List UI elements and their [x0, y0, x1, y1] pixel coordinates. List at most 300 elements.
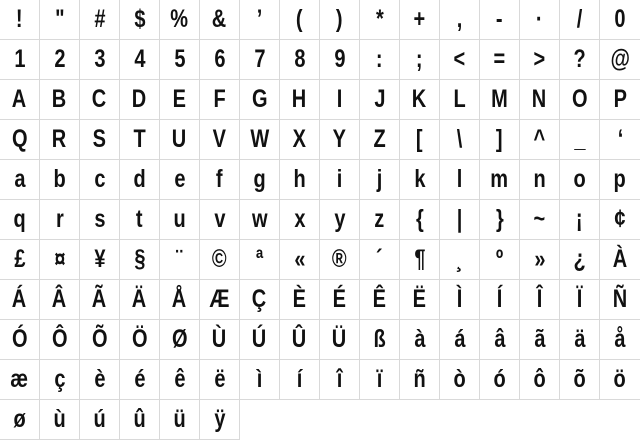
glyph-character: k	[413, 165, 426, 193]
glyph-character: E	[172, 85, 187, 113]
glyph-character: è	[93, 365, 106, 393]
glyph-character: ®	[332, 245, 347, 273]
glyph-character: v	[213, 205, 226, 233]
glyph-character: Ç	[252, 285, 267, 313]
glyph-character: U	[172, 125, 187, 153]
glyph-character: F	[213, 85, 226, 113]
glyph-character: «	[293, 245, 306, 273]
glyph-cell	[40, 240, 80, 280]
glyph-character: L	[453, 85, 466, 113]
glyph-character: ^	[533, 125, 546, 153]
glyph-character: )	[336, 5, 343, 33]
glyph-character: Q	[11, 125, 28, 153]
glyph-cell	[0, 0, 40, 40]
glyph-character: ,	[456, 5, 463, 33]
glyph-cell-empty	[440, 400, 480, 440]
glyph-cell-empty	[480, 400, 520, 440]
glyph-character: º	[495, 245, 504, 273]
glyph-character: Z	[373, 125, 386, 153]
glyph-character: 8	[293, 45, 306, 73]
glyph-character: ¸	[456, 245, 463, 273]
glyph-character: Y	[332, 125, 347, 153]
glyph-cell	[480, 240, 520, 280]
glyph-cell	[560, 0, 600, 40]
glyph-character: o	[573, 165, 586, 193]
glyph-cell	[520, 200, 560, 240]
glyph-cell	[280, 120, 320, 160]
glyph-character: l	[456, 165, 463, 193]
glyph-cell	[280, 40, 320, 80]
glyph-cell	[0, 320, 40, 360]
glyph-character: ;	[416, 45, 423, 73]
glyph-character: Æ	[209, 285, 230, 313]
glyph-character: Ë	[412, 285, 427, 313]
glyph-cell	[320, 200, 360, 240]
glyph-character: 0	[614, 5, 626, 33]
glyph-character: »	[533, 245, 546, 273]
glyph-character: q	[13, 205, 26, 233]
glyph-character: p	[613, 165, 627, 193]
glyph-character: Ï	[576, 285, 583, 313]
glyph-cell	[440, 160, 480, 200]
glyph-character: å	[614, 325, 626, 353]
glyph-cell	[0, 400, 40, 440]
glyph-character: |	[456, 205, 463, 233]
glyph-character: ó	[493, 365, 506, 393]
glyph-cell	[520, 280, 560, 320]
glyph-cell	[480, 160, 520, 200]
glyph-character: R	[52, 125, 67, 153]
glyph-cell	[40, 0, 80, 40]
glyph-cell	[440, 240, 480, 280]
glyph-cell	[40, 280, 80, 320]
glyph-character: r	[55, 205, 64, 233]
glyph-cell	[480, 120, 520, 160]
glyph-character: T	[133, 125, 146, 153]
glyph-cell	[160, 200, 200, 240]
glyph-cell	[40, 120, 80, 160]
glyph-cell	[480, 320, 520, 360]
glyph-cell	[120, 320, 160, 360]
glyph-character: =	[493, 45, 506, 73]
glyph-character: g	[253, 165, 266, 193]
glyph-cell	[440, 320, 480, 360]
glyph-cell-empty	[320, 400, 360, 440]
glyph-character: ¤	[53, 245, 66, 273]
glyph-cell	[400, 320, 440, 360]
glyph-cell	[520, 0, 560, 40]
glyph-cell	[80, 400, 120, 440]
glyph-cell	[120, 360, 160, 400]
glyph-character: Ü	[332, 325, 347, 353]
glyph-character: ß	[373, 325, 386, 353]
glyph-cell	[560, 320, 600, 360]
glyph-character: s	[93, 205, 106, 233]
glyph-cell	[520, 320, 560, 360]
glyph-character: ä	[573, 325, 586, 353]
glyph-cell	[280, 80, 320, 120]
glyph-character: û	[133, 405, 146, 433]
glyph-character: w	[251, 205, 268, 233]
glyph-cell	[40, 200, 80, 240]
glyph-character: A	[12, 85, 27, 113]
glyph-cell	[560, 120, 600, 160]
glyph-character: ‘	[617, 125, 623, 153]
glyph-character: G	[251, 85, 268, 113]
glyph-cell	[120, 80, 160, 120]
glyph-character: Ì	[456, 285, 463, 313]
glyph-character: z	[374, 205, 385, 233]
glyph-cell	[360, 320, 400, 360]
glyph-character: 1	[13, 45, 26, 73]
glyph-character: Í	[496, 285, 503, 313]
glyph-character: ù	[53, 405, 66, 433]
glyph-cell	[440, 0, 480, 40]
glyph-cell	[480, 40, 520, 80]
glyph-character: N	[532, 85, 547, 113]
glyph-cell	[40, 360, 80, 400]
glyph-cell	[200, 240, 240, 280]
glyph-cell	[200, 0, 240, 40]
glyph-character: "	[54, 5, 65, 33]
glyph-character: x	[293, 205, 306, 233]
glyph-cell	[280, 280, 320, 320]
glyph-cell	[200, 320, 240, 360]
glyph-cell	[120, 160, 160, 200]
glyph-cell	[160, 40, 200, 80]
glyph-character: ç	[53, 365, 66, 393]
glyph-character: Ä	[132, 285, 147, 313]
glyph-cell	[560, 280, 600, 320]
glyph-cell	[480, 200, 520, 240]
glyph-character: Ã	[92, 285, 107, 313]
glyph-cell	[600, 120, 640, 160]
glyph-character: Ù	[212, 325, 227, 353]
glyph-cell	[400, 200, 440, 240]
glyph-cell	[0, 40, 40, 80]
glyph-cell	[240, 320, 280, 360]
glyph-character: t	[136, 205, 143, 233]
glyph-cell	[160, 0, 200, 40]
glyph-cell	[400, 240, 440, 280]
glyph-cell	[80, 240, 120, 280]
glyph-cell	[360, 80, 400, 120]
glyph-character: ~	[533, 205, 546, 233]
glyph-cell	[360, 40, 400, 80]
glyph-cell	[240, 120, 280, 160]
glyph-character: i	[336, 165, 343, 193]
glyph-character: J	[373, 85, 386, 113]
glyph-cell	[560, 80, 600, 120]
glyph-cell	[400, 360, 440, 400]
glyph-cell	[40, 320, 80, 360]
glyph-cell	[360, 200, 400, 240]
glyph-cell	[280, 360, 320, 400]
glyph-cell	[600, 200, 640, 240]
glyph-cell	[480, 80, 520, 120]
glyph-cell	[320, 160, 360, 200]
glyph-cell	[240, 360, 280, 400]
glyph-cell	[320, 0, 360, 40]
glyph-cell	[80, 40, 120, 80]
glyph-character: ë	[213, 365, 226, 393]
glyph-character: 6	[213, 45, 226, 73]
glyph-character: Ú	[252, 325, 267, 353]
glyph-character: 4	[133, 45, 146, 73]
glyph-character: W	[250, 125, 269, 153]
glyph-cell	[320, 80, 360, 120]
glyph-cell	[440, 200, 480, 240]
glyph-character: æ	[10, 365, 29, 393]
glyph-character: %	[170, 5, 189, 33]
glyph-cell	[280, 320, 320, 360]
glyph-character: ª	[255, 245, 264, 273]
glyph-cell	[520, 360, 560, 400]
glyph-cell	[600, 40, 640, 80]
glyph-character: H	[292, 85, 307, 113]
glyph-character: Ê	[372, 285, 387, 313]
glyph-cell	[120, 280, 160, 320]
glyph-character: (	[296, 5, 303, 33]
glyph-character: 7	[253, 45, 266, 73]
glyph-cell	[0, 160, 40, 200]
glyph-character: ô	[533, 365, 546, 393]
glyph-cell	[80, 360, 120, 400]
glyph-character: _	[573, 125, 586, 153]
glyph-cell	[160, 400, 200, 440]
glyph-cell-empty	[600, 400, 640, 440]
glyph-character: D	[132, 85, 147, 113]
glyph-character: n	[533, 165, 546, 193]
glyph-cell	[240, 200, 280, 240]
glyph-cell	[600, 240, 640, 280]
glyph-cell	[480, 0, 520, 40]
glyph-character: a	[13, 165, 26, 193]
glyph-character: ¿	[573, 245, 586, 273]
glyph-character: §	[133, 245, 146, 273]
glyph-cell	[520, 40, 560, 80]
glyph-character: &	[212, 5, 227, 33]
glyph-character: >	[533, 45, 546, 73]
glyph-cell	[600, 80, 640, 120]
glyph-cell	[200, 360, 240, 400]
glyph-cell	[80, 80, 120, 120]
glyph-cell	[120, 200, 160, 240]
glyph-character: £	[13, 245, 26, 273]
glyph-cell	[320, 120, 360, 160]
glyph-cell	[360, 360, 400, 400]
glyph-character: é	[133, 365, 146, 393]
glyph-cell	[200, 400, 240, 440]
glyph-character: \	[456, 125, 463, 153]
glyph-cell	[320, 40, 360, 80]
glyph-cell	[560, 240, 600, 280]
glyph-cell	[440, 280, 480, 320]
glyph-cell	[160, 280, 200, 320]
glyph-cell	[440, 360, 480, 400]
glyph-cell	[0, 280, 40, 320]
glyph-cell	[0, 240, 40, 280]
glyph-cell-empty	[560, 400, 600, 440]
glyph-cell	[240, 280, 280, 320]
glyph-cell	[200, 40, 240, 80]
glyph-cell	[520, 120, 560, 160]
glyph-character: C	[92, 85, 107, 113]
glyph-cell	[80, 0, 120, 40]
glyph-cell	[0, 80, 40, 120]
glyph-cell	[80, 120, 120, 160]
glyph-character: Â	[52, 285, 67, 313]
glyph-cell	[440, 80, 480, 120]
glyph-character: á	[453, 325, 466, 353]
glyph-character: ñ	[413, 365, 426, 393]
glyph-cell	[160, 80, 200, 120]
glyph-cell	[400, 40, 440, 80]
glyph-cell	[600, 320, 640, 360]
glyph-cell	[520, 240, 560, 280]
glyph-character: ü	[173, 405, 186, 433]
glyph-cell	[0, 360, 40, 400]
glyph-character: Î	[536, 285, 543, 313]
glyph-character: e	[173, 165, 186, 193]
glyph-character: @	[610, 45, 630, 73]
glyph-character: O	[571, 85, 588, 113]
glyph-character: Ö	[131, 325, 148, 353]
glyph-cell	[200, 200, 240, 240]
glyph-character: È	[292, 285, 307, 313]
glyph-character: Ô	[51, 325, 68, 353]
glyph-character: d	[133, 165, 146, 193]
glyph-character: ’	[256, 5, 263, 33]
glyph-cell	[80, 200, 120, 240]
glyph-character: ö	[613, 365, 627, 393]
glyph-cell-empty	[520, 400, 560, 440]
glyph-character: h	[293, 165, 306, 193]
glyph-cell	[320, 320, 360, 360]
glyph-character: ã	[533, 325, 546, 353]
glyph-character: Ø	[171, 325, 188, 353]
glyph-cell	[560, 40, 600, 80]
glyph-character: f	[216, 165, 223, 193]
glyph-cell	[400, 280, 440, 320]
glyph-cell	[320, 280, 360, 320]
glyph-character: y	[333, 205, 346, 233]
glyph-character: b	[53, 165, 66, 193]
glyph-character: ÿ	[213, 405, 226, 433]
glyph-cell	[120, 400, 160, 440]
glyph-character: ¨	[176, 245, 183, 273]
glyph-cell	[600, 160, 640, 200]
glyph-character: ¥	[93, 245, 106, 273]
glyph-cell	[200, 280, 240, 320]
glyph-cell	[120, 0, 160, 40]
glyph-cell	[240, 160, 280, 200]
glyph-cell	[280, 0, 320, 40]
glyph-cell	[600, 0, 640, 40]
glyph-character: X	[292, 125, 307, 153]
glyph-cell	[120, 40, 160, 80]
glyph-cell	[240, 80, 280, 120]
glyph-character: ú	[93, 405, 106, 433]
glyph-cell	[160, 120, 200, 160]
glyph-character: }	[495, 205, 504, 233]
glyph-cell	[160, 360, 200, 400]
glyph-character: S	[92, 125, 107, 153]
glyph-character: À	[612, 245, 628, 273]
glyph-character: <	[453, 45, 466, 73]
glyph-cell	[320, 240, 360, 280]
glyph-cell	[240, 240, 280, 280]
glyph-character: ¢	[614, 205, 626, 233]
glyph-character: !	[16, 5, 23, 33]
glyph-cell	[560, 360, 600, 400]
glyph-cell	[40, 80, 80, 120]
glyph-cell	[160, 320, 200, 360]
glyph-cell	[520, 160, 560, 200]
glyph-cell	[440, 120, 480, 160]
glyph-character: *	[375, 5, 384, 33]
glyph-character: u	[173, 205, 186, 233]
glyph-cell	[480, 280, 520, 320]
glyph-cell	[280, 160, 320, 200]
glyph-character: $	[133, 5, 146, 33]
glyph-character: ?	[573, 45, 586, 73]
glyph-character: ø	[13, 405, 26, 433]
glyph-cell	[120, 120, 160, 160]
glyph-cell-empty	[280, 400, 320, 440]
glyph-cell-empty	[360, 400, 400, 440]
glyph-character: à	[413, 325, 426, 353]
glyph-cell	[480, 360, 520, 400]
glyph-character: 2	[53, 45, 66, 73]
glyph-character: â	[493, 325, 506, 353]
glyph-character: ·	[536, 5, 543, 33]
glyph-cell	[240, 40, 280, 80]
glyph-cell	[200, 80, 240, 120]
glyph-character: [	[416, 125, 423, 153]
glyph-cell	[520, 80, 560, 120]
glyph-character: :	[376, 45, 383, 73]
glyph-cell	[360, 160, 400, 200]
glyph-character: 5	[173, 45, 186, 73]
glyph-cell	[360, 0, 400, 40]
glyph-character: B	[52, 85, 67, 113]
glyph-character: M	[491, 85, 508, 113]
glyph-character: Õ	[91, 325, 108, 353]
glyph-character: Ñ	[612, 285, 628, 313]
glyph-cell	[80, 160, 120, 200]
glyph-character: Á	[12, 285, 27, 313]
glyph-character: ]	[496, 125, 503, 153]
glyph-character: ò	[453, 365, 466, 393]
glyph-character: {	[415, 205, 424, 233]
glyph-character: ï	[376, 365, 383, 393]
glyph-cell	[160, 160, 200, 200]
glyph-cell	[280, 200, 320, 240]
glyph-character: ¡	[576, 205, 583, 233]
glyph-character: ê	[173, 365, 186, 393]
glyph-cell	[280, 240, 320, 280]
glyph-character: P	[613, 85, 627, 113]
glyph-cell	[80, 280, 120, 320]
glyph-cell	[360, 240, 400, 280]
glyph-character: K	[412, 85, 427, 113]
glyph-cell	[400, 120, 440, 160]
glyph-character: m	[490, 165, 509, 193]
glyph-character: Û	[292, 325, 307, 353]
glyph-cell	[160, 240, 200, 280]
glyph-cell	[240, 0, 280, 40]
